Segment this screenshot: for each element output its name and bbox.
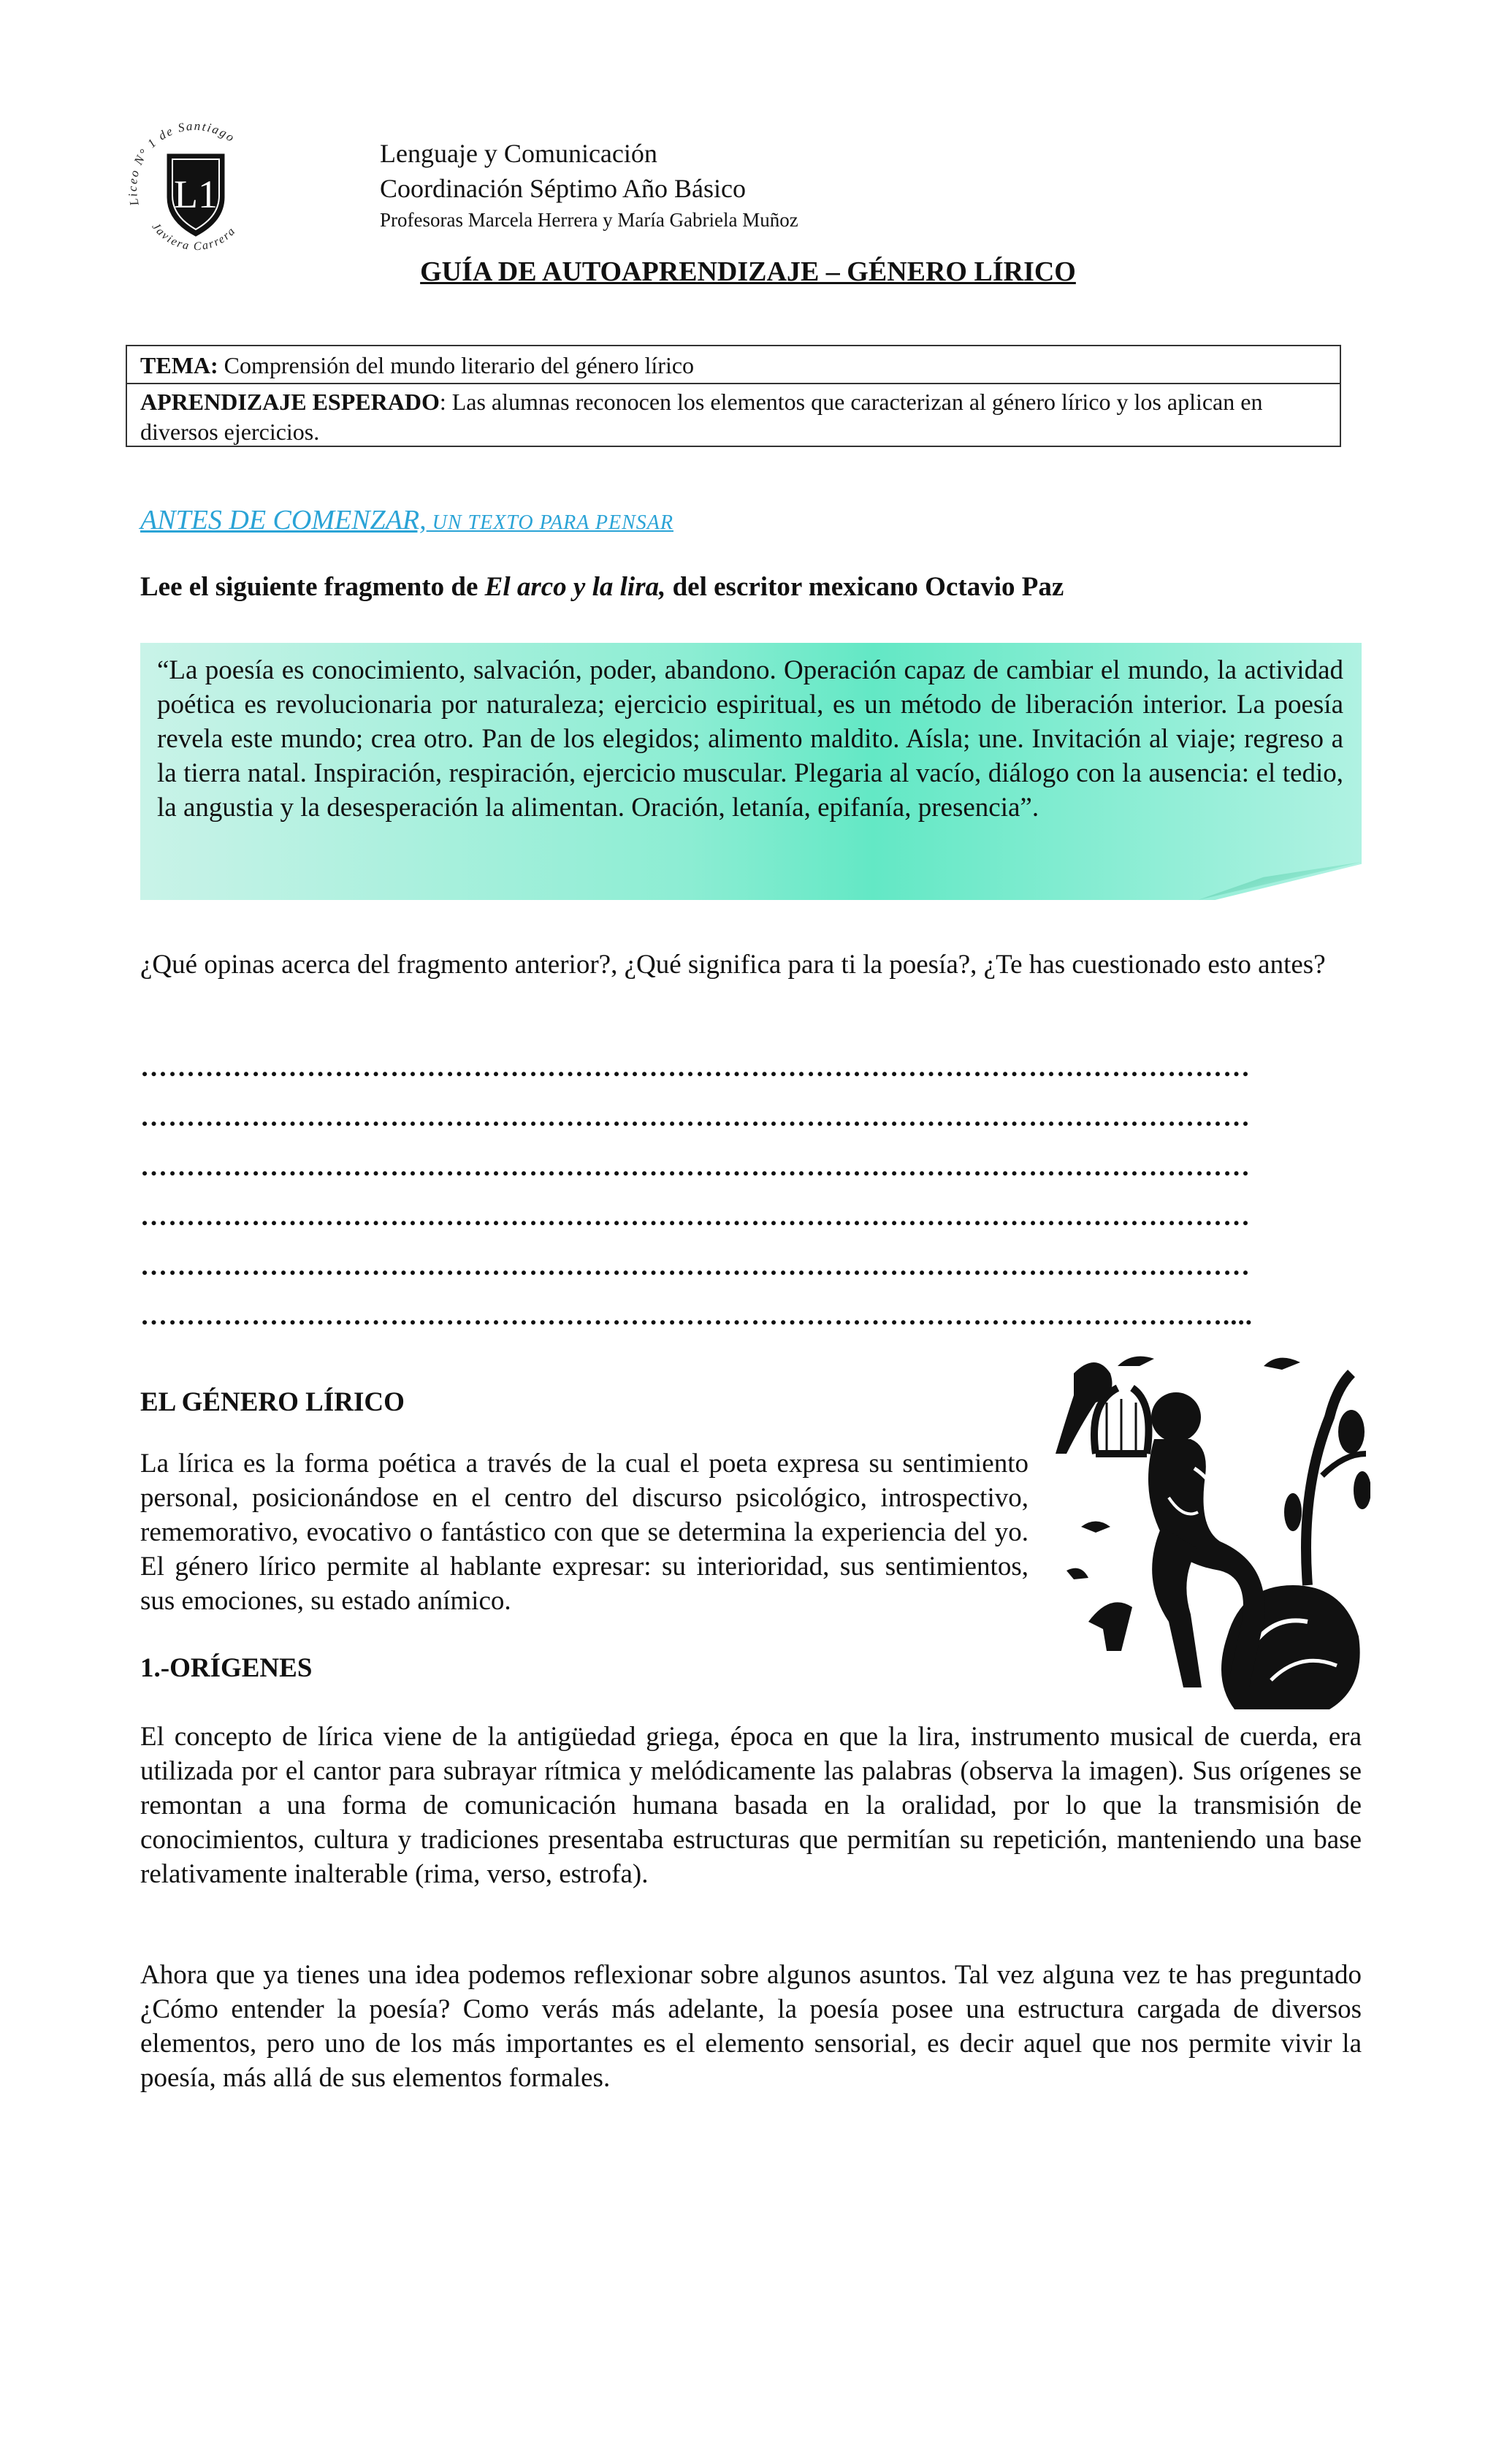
answer-line[interactable]: …………………………………………………………………………………………………………: [140, 1053, 1251, 1081]
tema-box: [126, 345, 1341, 447]
logo-arc-top-text: Liceo N° 1 de Santiago: [125, 118, 238, 207]
tema-row: [127, 346, 1340, 384]
quote-text: “La poesía es conocimiento, salvación, poder, abandono. Operación capaz de cambiar el mundo, la actividad poética es revolucionaria por naturaleza; ejercicio espiritual, es un método de liberación interior. La poesía revela este mundo; crea otro. Pan de los elegidos; alimento maldito. Aísla; une. Invitación al viaje; regreso a la tierra natal. Inspiración, respiración, ejercicio muscular. Plegaria al vacío, diálogo con la ausencia: el tedio, la angustia y la desesperación la alimentan. Oración, letanía, epifanía, presencia”.: [157, 655, 1343, 823]
answer-line[interactable]: …………………………………………………………………………………………………………: [140, 1152, 1251, 1180]
answer-line[interactable]: ………………………………………………………………………………………………………....: [140, 1301, 1253, 1330]
header-teachers: Profesoras Marcela Herrera y María Gabriela Muñoz: [380, 209, 798, 231]
section-heading-antes: [140, 504, 673, 536]
aprendizaje-row: [127, 384, 1340, 446]
tema-label: TEMA:: [140, 352, 218, 378]
origenes-paragraph: El concepto de lírica viene de la antigüedad griega, época en que la lira, instrumento musical de cuerda, era utilizada por el cantor para subrayar rítmica y melódicamente las palabras (observa la imagen). Sus orígenes se remontan a una forma de comunicación humana basada en la oralidad, por lo que la transmisión de conocimientos, cultura y tradiciones presentaba estructuras que permitían su repetición, manteniendo una base relativamente inalterable (rima, verso, estrofa).: [140, 1722, 1362, 1889]
reflection-question: ¿Qué opinas acerca del fragmento anterior?, ¿Qué significa para ti la poesía?, ¿Te has cuestionado esto antes?: [140, 950, 1326, 980]
section-title-origenes: 1.-ORÍGENES: [140, 1653, 313, 1683]
tema-text: Comprensión del mundo literario del género lírico: [218, 352, 695, 378]
header-coordination: Coordinación Séptimo Año Básico: [380, 174, 746, 203]
answer-line[interactable]: …………………………………………………………………………………………………………: [140, 1251, 1251, 1280]
logo-arc-bottom-text: Javiera Carrera: [149, 221, 239, 253]
genero-lirico-paragraph: La lírica es la forma poética a través de la cual el poeta expresa su sentimiento personal, posicionándose en el centro del discurso psicológico, introspectivo, rememorativo, evocativo o fantástico con que se determina la experiencia del yo. El género lírico permite al hablante expresar: su interioridad, sus sentimientos, sus emociones, su estado anímico.: [140, 1449, 1028, 1616]
aprendizaje-text: : Las alumnas reconocen los elementos que caracterizan al género lírico y los aplican en diversos ejercicios.: [140, 389, 1263, 445]
page-title: GUÍA DE AUTOAPRENDIZAJE – GÉNERO LÍRICO: [420, 256, 1076, 287]
aprendizaje-label: APRENDIZAJE ESPERADO: [140, 389, 440, 415]
instruction-read-fragment: [140, 571, 1064, 603]
antes-heading-sub: UN TEXTO PARA PENSAR: [426, 511, 673, 534]
answer-line[interactable]: …………………………………………………………………………………………………………: [140, 1102, 1251, 1131]
book-title: El arco y la lira,: [484, 572, 666, 602]
answer-line[interactable]: …………………………………………………………………………………………………………: [140, 1202, 1251, 1230]
section-title-genero-lirico: EL GÉNERO LÍRICO: [140, 1387, 405, 1417]
logo-initials: L1: [174, 172, 218, 216]
lyre-player-illustration: [1052, 1344, 1370, 1724]
reflection-paragraph: Ahora que ya tienes una idea podemos reflexionar sobre algunos asuntos. Tal vez alguna vez te has preguntado ¿Cómo entender la poesía? Como verás más adelante, la poesía posee una estructura cargada de diversos elementos, pero uno de los más importantes es el elemento sensorial, es decir aquel que nos permite vivir la poesía, más allá de sus elementos formales.: [140, 1960, 1362, 2093]
school-logo: [123, 117, 269, 263]
antes-heading-main: ANTES DE COMENZAR,: [140, 505, 427, 535]
instruction-suffix: del escritor mexicano Octavio Paz: [665, 572, 1064, 602]
instruction-prefix: Lee el siguiente fragmento de: [140, 572, 485, 602]
header-subject: Lenguaje y Comunicación: [380, 139, 657, 168]
